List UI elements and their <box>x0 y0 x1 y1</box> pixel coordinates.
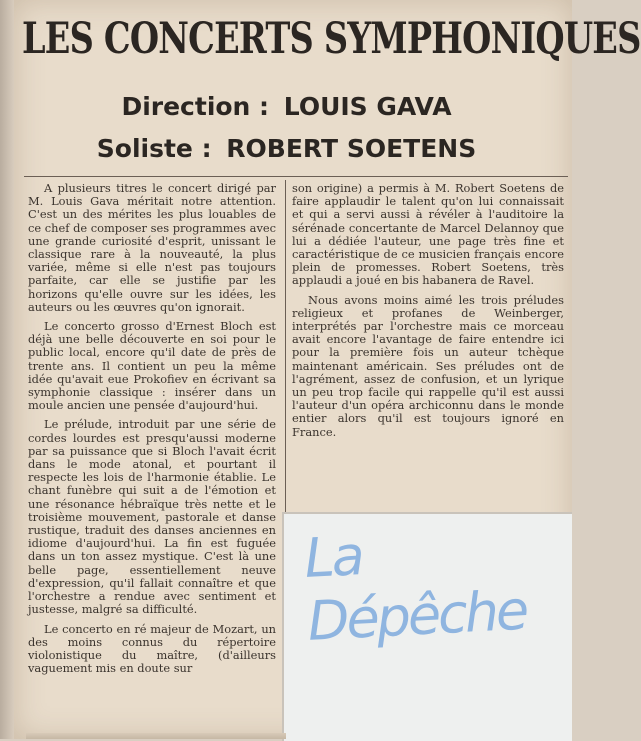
conductor-name: LOUIS GAVA <box>283 92 452 121</box>
paragraph: Le concerto en ré majeur de Mozart, un des moins connus du répertoire violonistique du maître, (d'ailleurs vaguement mis en doute sur <box>28 621 276 676</box>
soliste-line <box>0 134 573 163</box>
paragraph: Le prélude, introduit par une série de cordes lourdes est presqu'aussi moderne par sa puissance que si Bloch l'avait écrit dans le mode atonal, et pourtant il respecte les lois de l'harmonie établie. Le chant funèbre qui suit a de l'émotion et une résonance hébraïque très nette et le troisième mouvement, pastorale et danse rustique, traduit des danses anciennes en idiome d'aujourd'hui. La fin est fuguée dans un ton assez mystique. C'est là une belle page, essentiellement neuve d'expression, qu'il fallait connaître et que l'orchestre a rendue avec sentiment et justesse, malgré sa difficulté. <box>28 417 276 617</box>
paragraph: Le concerto grosso d'Ernest Bloch est déjà une belle découverte en soi pour le public local, encore qu'il date de près de trente ans. Il contient un peu la même idée qu'avait eue Prokofiev en écrivant sa symphonie classique : insérer dans un moule ancien une pensée d'aujourd'hui. <box>28 319 276 413</box>
column-divider <box>285 180 286 512</box>
paragraph: A plusieurs titres le concert dirigé par M. Louis Gava méritait notre attention. C'est un des mérites les plus louables de ce chef de composer ses programmes avec une grande curiosité d'esprit, unissant le classique rare à la nouveauté, la plus variée, même si elle n'est pas toujours parfaite, car elle se justifie par les horizons qu'elle ouvre sur les idées, les auteurs ou les œuvres qu'on ignorait. <box>28 181 276 314</box>
headline: LES CONCERTS SYMPHONIQUES <box>22 14 641 64</box>
header-rule <box>24 176 568 177</box>
left-column <box>28 182 276 681</box>
handwritten-source-signature: La Dépêche <box>302 524 528 653</box>
paper-fold <box>26 733 286 739</box>
paragraph: son origine) a permis à M. Robert Soetens de faire applaudir le talent qu'on lui connaissait et qui a servi aussi à révéler à l'auditoire la sérénade concertante de Marcel Delannoy que lui a dédiée l'auteur, une page très fine et caractéristique de ce musicien français encore plein de promesses. Robert Soetens, très applaudi a joué en bis habanera de Ravel. <box>292 181 564 288</box>
right-column <box>292 182 564 445</box>
direction-label: Direction : <box>121 92 270 121</box>
paragraph: Nous avons moins aimé les trois préludes religieux et profanes de Weinberger, interprétés par l'orchestre mais ce morceau avait encore l'avantage de faire entendre ici pour la première fois un auteur tchèque maintenant américain. Ses préludes ont de l'agrément, assez de confusion, et un lyrique un peu trop facile qui rappelle qu'il est aussi l'auteur d'un opéra archiconnu dans le monde entier alors qu'il est toujours ignoré en France. <box>292 292 564 439</box>
direction-line <box>0 92 573 121</box>
soliste-label: Soliste : <box>96 134 212 163</box>
soloist-name: ROBERT SOETENS <box>226 134 477 163</box>
